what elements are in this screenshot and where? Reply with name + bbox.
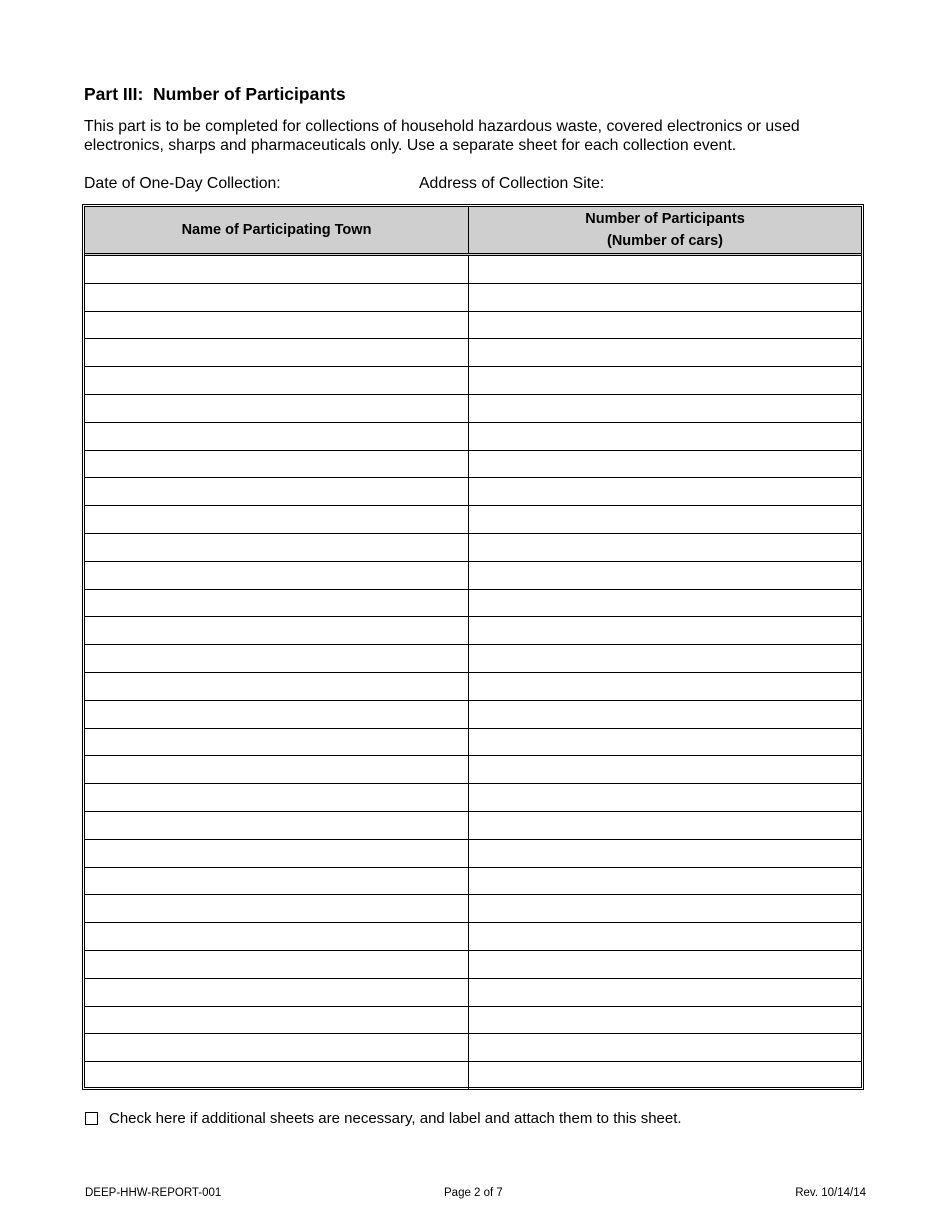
participant-count-cell[interactable] bbox=[469, 784, 862, 812]
table-row bbox=[85, 589, 861, 617]
town-name-cell[interactable] bbox=[85, 478, 469, 506]
table-row bbox=[85, 561, 861, 589]
participant-count-cell[interactable] bbox=[469, 645, 862, 673]
town-name-cell[interactable] bbox=[85, 978, 469, 1006]
participant-count-cell[interactable] bbox=[469, 728, 862, 756]
table-row bbox=[85, 645, 861, 673]
town-name-cell[interactable] bbox=[85, 645, 469, 673]
table-row bbox=[85, 617, 861, 645]
table-row bbox=[85, 311, 861, 339]
town-name-cell[interactable] bbox=[85, 811, 469, 839]
participant-count-cell[interactable] bbox=[469, 450, 862, 478]
participant-count-cell[interactable] bbox=[469, 589, 862, 617]
participant-count-cell[interactable] bbox=[469, 367, 862, 395]
participants-table-body bbox=[85, 255, 861, 1089]
town-name-cell[interactable] bbox=[85, 895, 469, 923]
table-row bbox=[85, 450, 861, 478]
participant-count-cell[interactable] bbox=[469, 978, 862, 1006]
participant-count-cell[interactable] bbox=[469, 700, 862, 728]
participants-header-line1: Number of Participants bbox=[585, 211, 745, 227]
town-name-cell[interactable] bbox=[85, 283, 469, 311]
table-row bbox=[85, 784, 861, 812]
revision-date: Rev. 10/14/14 bbox=[795, 1187, 866, 1199]
town-name-cell[interactable] bbox=[85, 617, 469, 645]
table-row bbox=[85, 533, 861, 561]
town-name-cell[interactable] bbox=[85, 533, 469, 561]
town-name-cell[interactable] bbox=[85, 1062, 469, 1089]
participant-count-cell[interactable] bbox=[469, 839, 862, 867]
participant-count-cell[interactable] bbox=[469, 533, 862, 561]
form-id: DEEP-HHW-REPORT-001 bbox=[85, 1187, 222, 1199]
participant-count-cell[interactable] bbox=[469, 1062, 862, 1089]
participant-count-cell[interactable] bbox=[469, 339, 862, 367]
participant-count-cell[interactable] bbox=[469, 1034, 862, 1062]
participant-count-cell[interactable] bbox=[469, 811, 862, 839]
additional-sheets-option[interactable] bbox=[85, 1110, 682, 1127]
table-row bbox=[85, 478, 861, 506]
town-name-cell[interactable] bbox=[85, 950, 469, 978]
town-name-cell[interactable] bbox=[85, 394, 469, 422]
table-row bbox=[85, 867, 861, 895]
table-row bbox=[85, 339, 861, 367]
town-name-cell[interactable] bbox=[85, 589, 469, 617]
participant-count-cell[interactable] bbox=[469, 506, 862, 534]
table-row bbox=[85, 1034, 861, 1062]
table-row bbox=[85, 422, 861, 450]
participants-table bbox=[85, 207, 861, 1089]
participant-count-cell[interactable] bbox=[469, 867, 862, 895]
participant-count-cell[interactable] bbox=[469, 422, 862, 450]
participants-header-line2: (Number of cars) bbox=[606, 233, 724, 249]
participant-count-cell[interactable] bbox=[469, 895, 862, 923]
table-row bbox=[85, 978, 861, 1006]
participant-count-cell[interactable] bbox=[469, 283, 862, 311]
town-name-cell[interactable] bbox=[85, 728, 469, 756]
participant-count-cell[interactable] bbox=[469, 311, 862, 339]
town-name-cell[interactable] bbox=[85, 1006, 469, 1034]
table-row bbox=[85, 672, 861, 700]
town-name-cell[interactable] bbox=[85, 1034, 469, 1062]
table-row bbox=[85, 283, 861, 311]
town-name-cell[interactable] bbox=[85, 561, 469, 589]
table-row bbox=[85, 839, 861, 867]
participants-table-frame bbox=[82, 204, 864, 1090]
town-name-cell[interactable] bbox=[85, 839, 469, 867]
table-row bbox=[85, 756, 861, 784]
table-header-row bbox=[85, 207, 861, 255]
additional-sheets-label: Check here if additional sheets are necessary, and label and attach them to this sheet. bbox=[109, 1110, 682, 1127]
table-row bbox=[85, 255, 861, 284]
town-name-cell[interactable] bbox=[85, 672, 469, 700]
table-row bbox=[85, 728, 861, 756]
town-name-cell[interactable] bbox=[85, 923, 469, 951]
table-row bbox=[85, 700, 861, 728]
participant-count-cell[interactable] bbox=[469, 478, 862, 506]
table-row bbox=[85, 1062, 861, 1089]
part-heading: Part III: Number of Participants bbox=[84, 84, 346, 104]
participant-count-cell[interactable] bbox=[469, 923, 862, 951]
participant-count-cell[interactable] bbox=[469, 617, 862, 645]
town-name-cell[interactable] bbox=[85, 506, 469, 534]
town-name-cell[interactable] bbox=[85, 784, 469, 812]
page-number: Page 2 of 7 bbox=[444, 1187, 503, 1199]
participants-column-header bbox=[469, 207, 862, 255]
additional-sheets-checkbox[interactable] bbox=[85, 1112, 98, 1125]
participant-count-cell[interactable] bbox=[469, 394, 862, 422]
instructions-paragraph: This part is to be completed for collections of household hazardous waste, covered electronics or used electronics, sharps and pharmaceuticals only. Use a separate sheet for each collection event. bbox=[84, 118, 800, 154]
town-name-cell[interactable] bbox=[85, 756, 469, 784]
table-row bbox=[85, 923, 861, 951]
participant-count-cell[interactable] bbox=[469, 950, 862, 978]
town-name-cell[interactable] bbox=[85, 311, 469, 339]
participant-count-cell[interactable] bbox=[469, 672, 862, 700]
town-column-header: Name of Participating Town bbox=[85, 207, 469, 255]
collection-site-label: Address of Collection Site: bbox=[419, 175, 605, 192]
participant-count-cell[interactable] bbox=[469, 255, 862, 284]
table-row bbox=[85, 367, 861, 395]
table-row bbox=[85, 811, 861, 839]
table-row bbox=[85, 1006, 861, 1034]
town-name-cell[interactable] bbox=[85, 867, 469, 895]
town-name-cell[interactable] bbox=[85, 450, 469, 478]
town-name-cell[interactable] bbox=[85, 700, 469, 728]
participant-count-cell[interactable] bbox=[469, 1006, 862, 1034]
town-name-cell[interactable] bbox=[85, 422, 469, 450]
town-name-cell[interactable] bbox=[85, 255, 469, 284]
participant-count-cell[interactable] bbox=[469, 561, 862, 589]
town-name-cell[interactable] bbox=[85, 367, 469, 395]
table-row bbox=[85, 506, 861, 534]
collection-date-label: Date of One-Day Collection: bbox=[84, 175, 281, 192]
table-row bbox=[85, 895, 861, 923]
participant-count-cell[interactable] bbox=[469, 756, 862, 784]
table-row bbox=[85, 950, 861, 978]
table-row bbox=[85, 394, 861, 422]
town-name-cell[interactable] bbox=[85, 339, 469, 367]
